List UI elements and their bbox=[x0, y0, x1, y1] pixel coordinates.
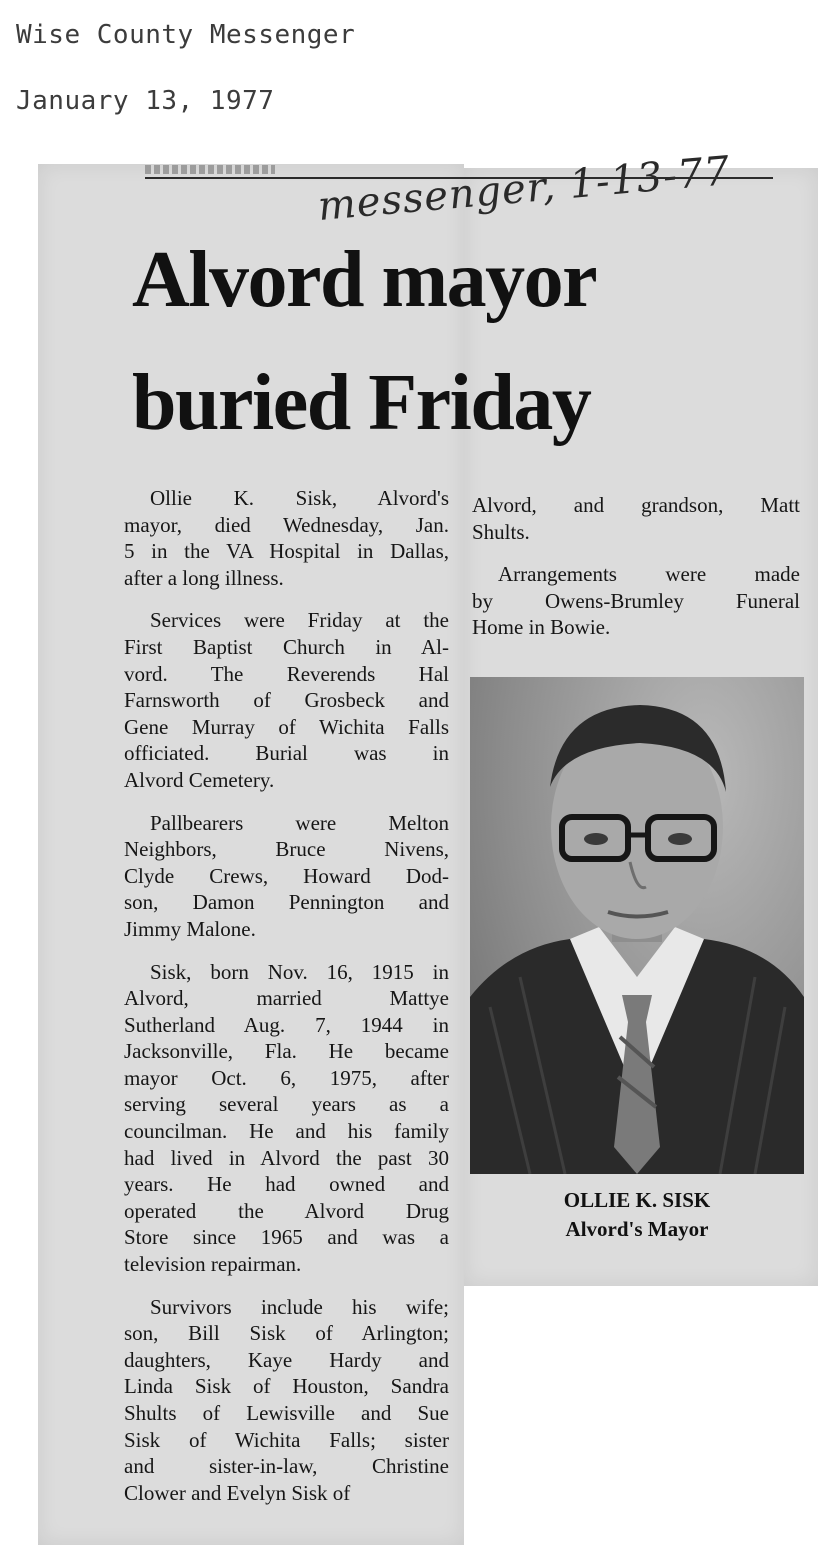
article-line: serving several years as a bbox=[124, 1092, 449, 1117]
article-line: operated the Alvord Drug bbox=[124, 1198, 449, 1223]
article-line: First Baptist Church in Al- bbox=[124, 634, 449, 659]
article-line: Sisk, born Nov. 16, 1915 in bbox=[150, 959, 449, 984]
handwritten-note: messenger, 1-13-77 bbox=[315, 148, 733, 230]
article-line: son, Bill Sisk of Arlington; bbox=[124, 1321, 449, 1346]
article-line: Alvord Cemetery. bbox=[124, 767, 275, 792]
portrait-illustration bbox=[470, 677, 804, 1174]
article-line: 5 in the VA Hospital in Dallas, bbox=[124, 539, 449, 564]
article-line: Alvord, married Mattye bbox=[124, 986, 449, 1011]
article-line: Home in Bowie. bbox=[472, 615, 611, 640]
article-paragraph bbox=[472, 561, 800, 641]
article-line: had lived in Alvord the past 30 bbox=[124, 1145, 449, 1170]
article-line: Sutherland Aug. 7, 1944 in bbox=[124, 1012, 449, 1037]
article-left-column bbox=[124, 485, 449, 1522]
article-line: television repairman. bbox=[124, 1252, 302, 1277]
article-line: Survivors include his wife; bbox=[150, 1294, 449, 1319]
portrait-photo bbox=[470, 677, 804, 1174]
article-line: Store since 1965 and was a bbox=[124, 1225, 449, 1250]
article-line: Linda Sisk of Houston, Sandra bbox=[124, 1374, 449, 1399]
article-line: and sister-in-law, Christine bbox=[124, 1454, 449, 1479]
article-line: Clower and Evelyn Sisk of bbox=[124, 1480, 351, 1505]
photo-caption-name: OLLIE K. SISK bbox=[563, 1188, 711, 1212]
article-line: Farnsworth of Grosbeck and bbox=[124, 688, 449, 713]
typed-publication-label: Wise County Messenger bbox=[16, 20, 356, 50]
article-line: daughters, Kaye Hardy and bbox=[124, 1347, 449, 1372]
article-line: Ollie K. Sisk, Alvord's bbox=[150, 486, 449, 510]
photo-caption bbox=[470, 1186, 804, 1244]
torn-header-strip bbox=[145, 165, 275, 174]
article-line: Neighbors, Bruce Nivens, bbox=[124, 837, 449, 862]
headline-line-2: buried Friday bbox=[132, 359, 591, 447]
article-line: mayor Oct. 6, 1975, after bbox=[124, 1065, 449, 1090]
article-line: Clyde Crews, Howard Dod- bbox=[124, 863, 449, 888]
article-line: Gene Murray of Wichita Falls bbox=[124, 714, 449, 739]
article-line: vord. The Reverends Hal bbox=[124, 661, 449, 686]
typed-date-label: January 13, 1977 bbox=[16, 86, 275, 116]
article-paragraph bbox=[124, 810, 449, 943]
article-line: Alvord, and grandson, Matt bbox=[472, 493, 800, 517]
article-line: by Owens-Brumley Funeral bbox=[472, 588, 800, 613]
article-paragraph bbox=[124, 1294, 449, 1507]
article-line: Sisk of Wichita Falls; sister bbox=[124, 1427, 449, 1452]
article-line: councilman. He and his family bbox=[124, 1119, 449, 1144]
article-paragraph bbox=[124, 485, 449, 591]
article-line: after a long illness. bbox=[124, 565, 284, 590]
article-line: Shults of Lewisville and Sue bbox=[124, 1401, 449, 1425]
article-line: Shults. bbox=[472, 519, 530, 544]
photo-caption-title: Alvord's Mayor bbox=[565, 1217, 709, 1241]
article-paragraph bbox=[124, 959, 449, 1278]
article-line: Arrangements were made bbox=[498, 562, 800, 587]
article-line: mayor, died Wednesday, Jan. bbox=[124, 512, 449, 537]
article-line: years. He had owned and bbox=[124, 1172, 449, 1197]
article-right-column bbox=[472, 492, 800, 657]
article-paragraph bbox=[124, 607, 449, 793]
headline-line-1: Alvord mayor bbox=[132, 236, 597, 324]
article-line: Jacksonville, Fla. He became bbox=[124, 1039, 449, 1064]
article-line: Services were Friday at the bbox=[150, 608, 449, 633]
article-line: Pallbearers were Melton bbox=[150, 810, 449, 835]
article-line: officiated. Burial was in bbox=[124, 741, 449, 766]
article-line: son, Damon Pennington and bbox=[124, 890, 449, 915]
article-line: Jimmy Malone. bbox=[124, 916, 256, 941]
article-paragraph bbox=[472, 492, 800, 545]
